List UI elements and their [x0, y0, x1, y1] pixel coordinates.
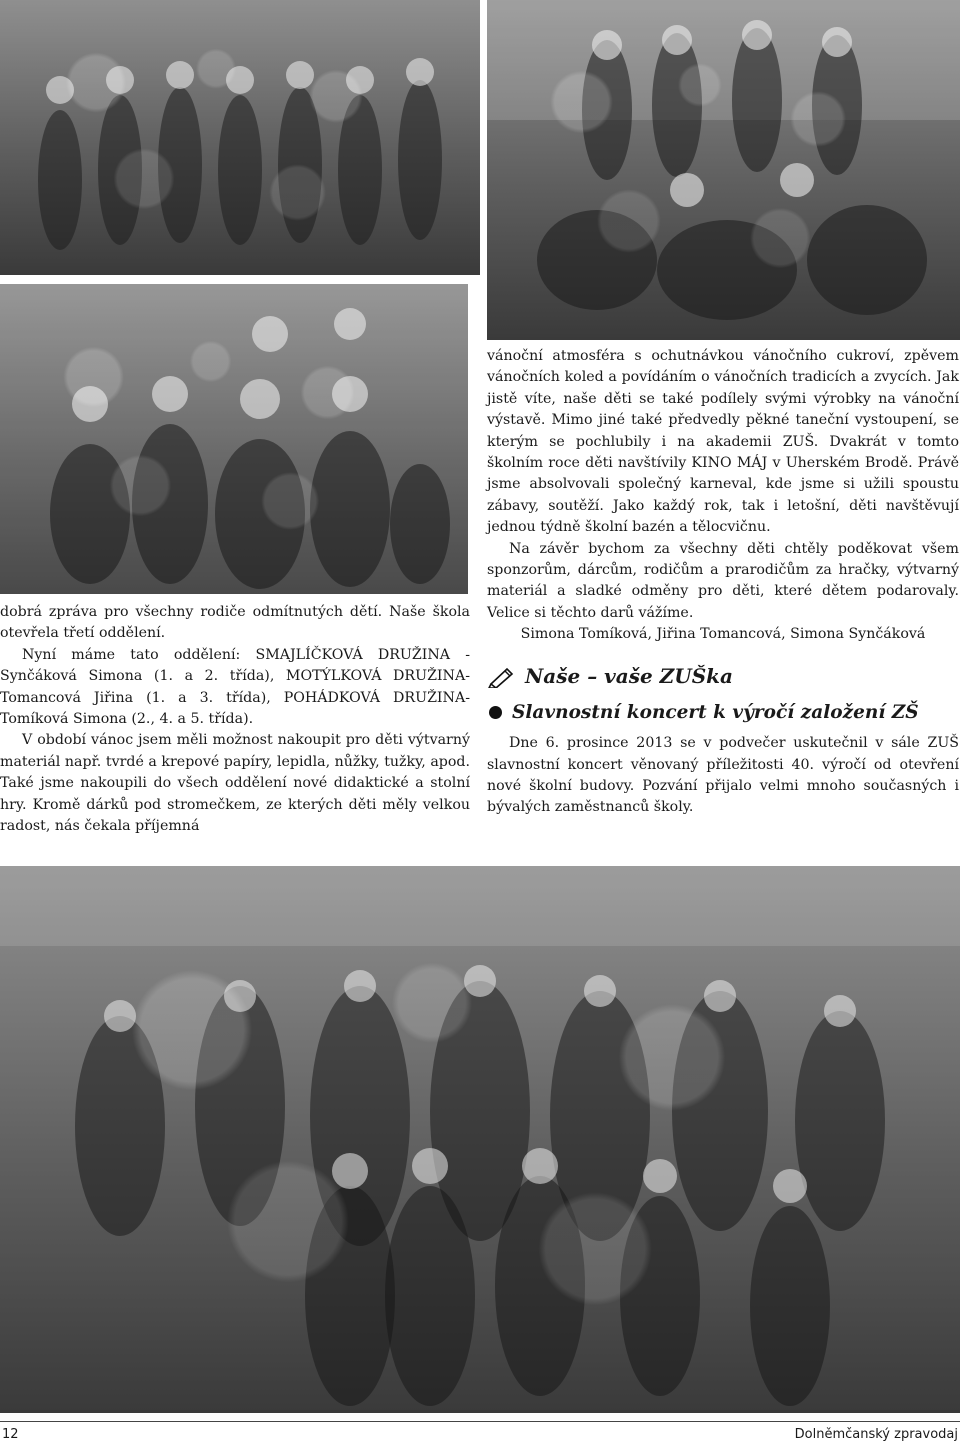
- article-heading: [487, 702, 959, 723]
- page-number: 12: [2, 1427, 19, 1442]
- left-paragraph-2: Nyní máme tato oddělení: SMAJLÍČKOVÁ DRUŽINA - Synčáková Simona (1. a 2. třída), MOTÝLKOVÁ DRUŽINA-Tomancová Jiřina (1. a 3. třída), POHÁDKOVÁ DRUŽINA-Tomíková Simona (2., 4. a 5. třída).: [0, 646, 470, 728]
- photo-children-sitting-left: [0, 284, 468, 594]
- photo-children-group-top-left: [0, 0, 480, 275]
- footer-rule: [0, 1421, 960, 1422]
- left-paragraph-1: dobrá zpráva pro všechny rodiče odmítnutých dětí. Naše škola otevřela třetí oddělení.: [0, 604, 470, 642]
- left-paragraph-3: V období vánoc jsem měli možnost nakoupit pro děti výtvarný materiál např. tvrdé a krepové papíry, lepidla, nůžky, tužky, apod. Také jsme nakoupili do všech oddělení nové didaktické a stolní hry. Kromě dárků pod stromečkem, ze kterých děti měly velkou radost, nás čekala příjemná: [0, 732, 470, 835]
- left-text-column: [0, 602, 470, 837]
- right-text-column: [487, 346, 959, 819]
- photo-staff-group: [0, 866, 960, 1413]
- article-title: Slavnostní koncert k výročí založení ZŠ: [512, 701, 919, 723]
- right-paragraph-1: vánoční atmosféra s ochutnávkou vánočního cukroví, zpěvem vánočních koled a povídáním o vánočních tradicích a zvycích. Jak jistě víte, naše děti se také podílely svými výrobky na vánoční výstavě. Mimo jiné také předvedly pěkné taneční vystoupení, se kterým se pochlubily i na akademii ZUŠ. Dvakrát v tomto školním roce děti navštívily KINO MÁJ v Uherském Brodě. Právě jsme absolvovali společný karneval, kde jsme si užili spoustu zábavy, soutěží. Jako každý rok, tak i letošní, děti navštěvují jednou týdně školní bazén a tělocvičnu.: [487, 348, 959, 536]
- photo-children-sitting-right: [487, 0, 960, 340]
- article-signature: Simona Tomíková, Jiřina Tomancová, Simona Synčáková: [520, 626, 926, 643]
- pencil-icon: [487, 666, 515, 688]
- section-heading: [487, 663, 959, 688]
- publication-title: Dolněmčanský zpravodaj: [794, 1427, 958, 1442]
- section-title: Naše – vaše ZUŠka: [525, 663, 733, 688]
- right-paragraph-2: Na závěr bychom za všechny děti chtěly poděkovat všem sponzorům, dárcům, rodičům a prarodičům za hračky, výtvarný materiál a sladké odměny pro děti, které dětem podarovaly. Velice si těchto darů vážíme.: [487, 540, 959, 621]
- right-paragraph-3: Dne 6. prosince 2013 se v podvečer uskutečnil v sále ZUŠ slavnostní koncert věnovaný příležitosti 40. výročí od otevření nové školní budovy. Pozvání přijalo velmi mnoho současných i bývalých zaměstnanců školy.: [487, 735, 959, 816]
- bullet-icon: [489, 706, 502, 719]
